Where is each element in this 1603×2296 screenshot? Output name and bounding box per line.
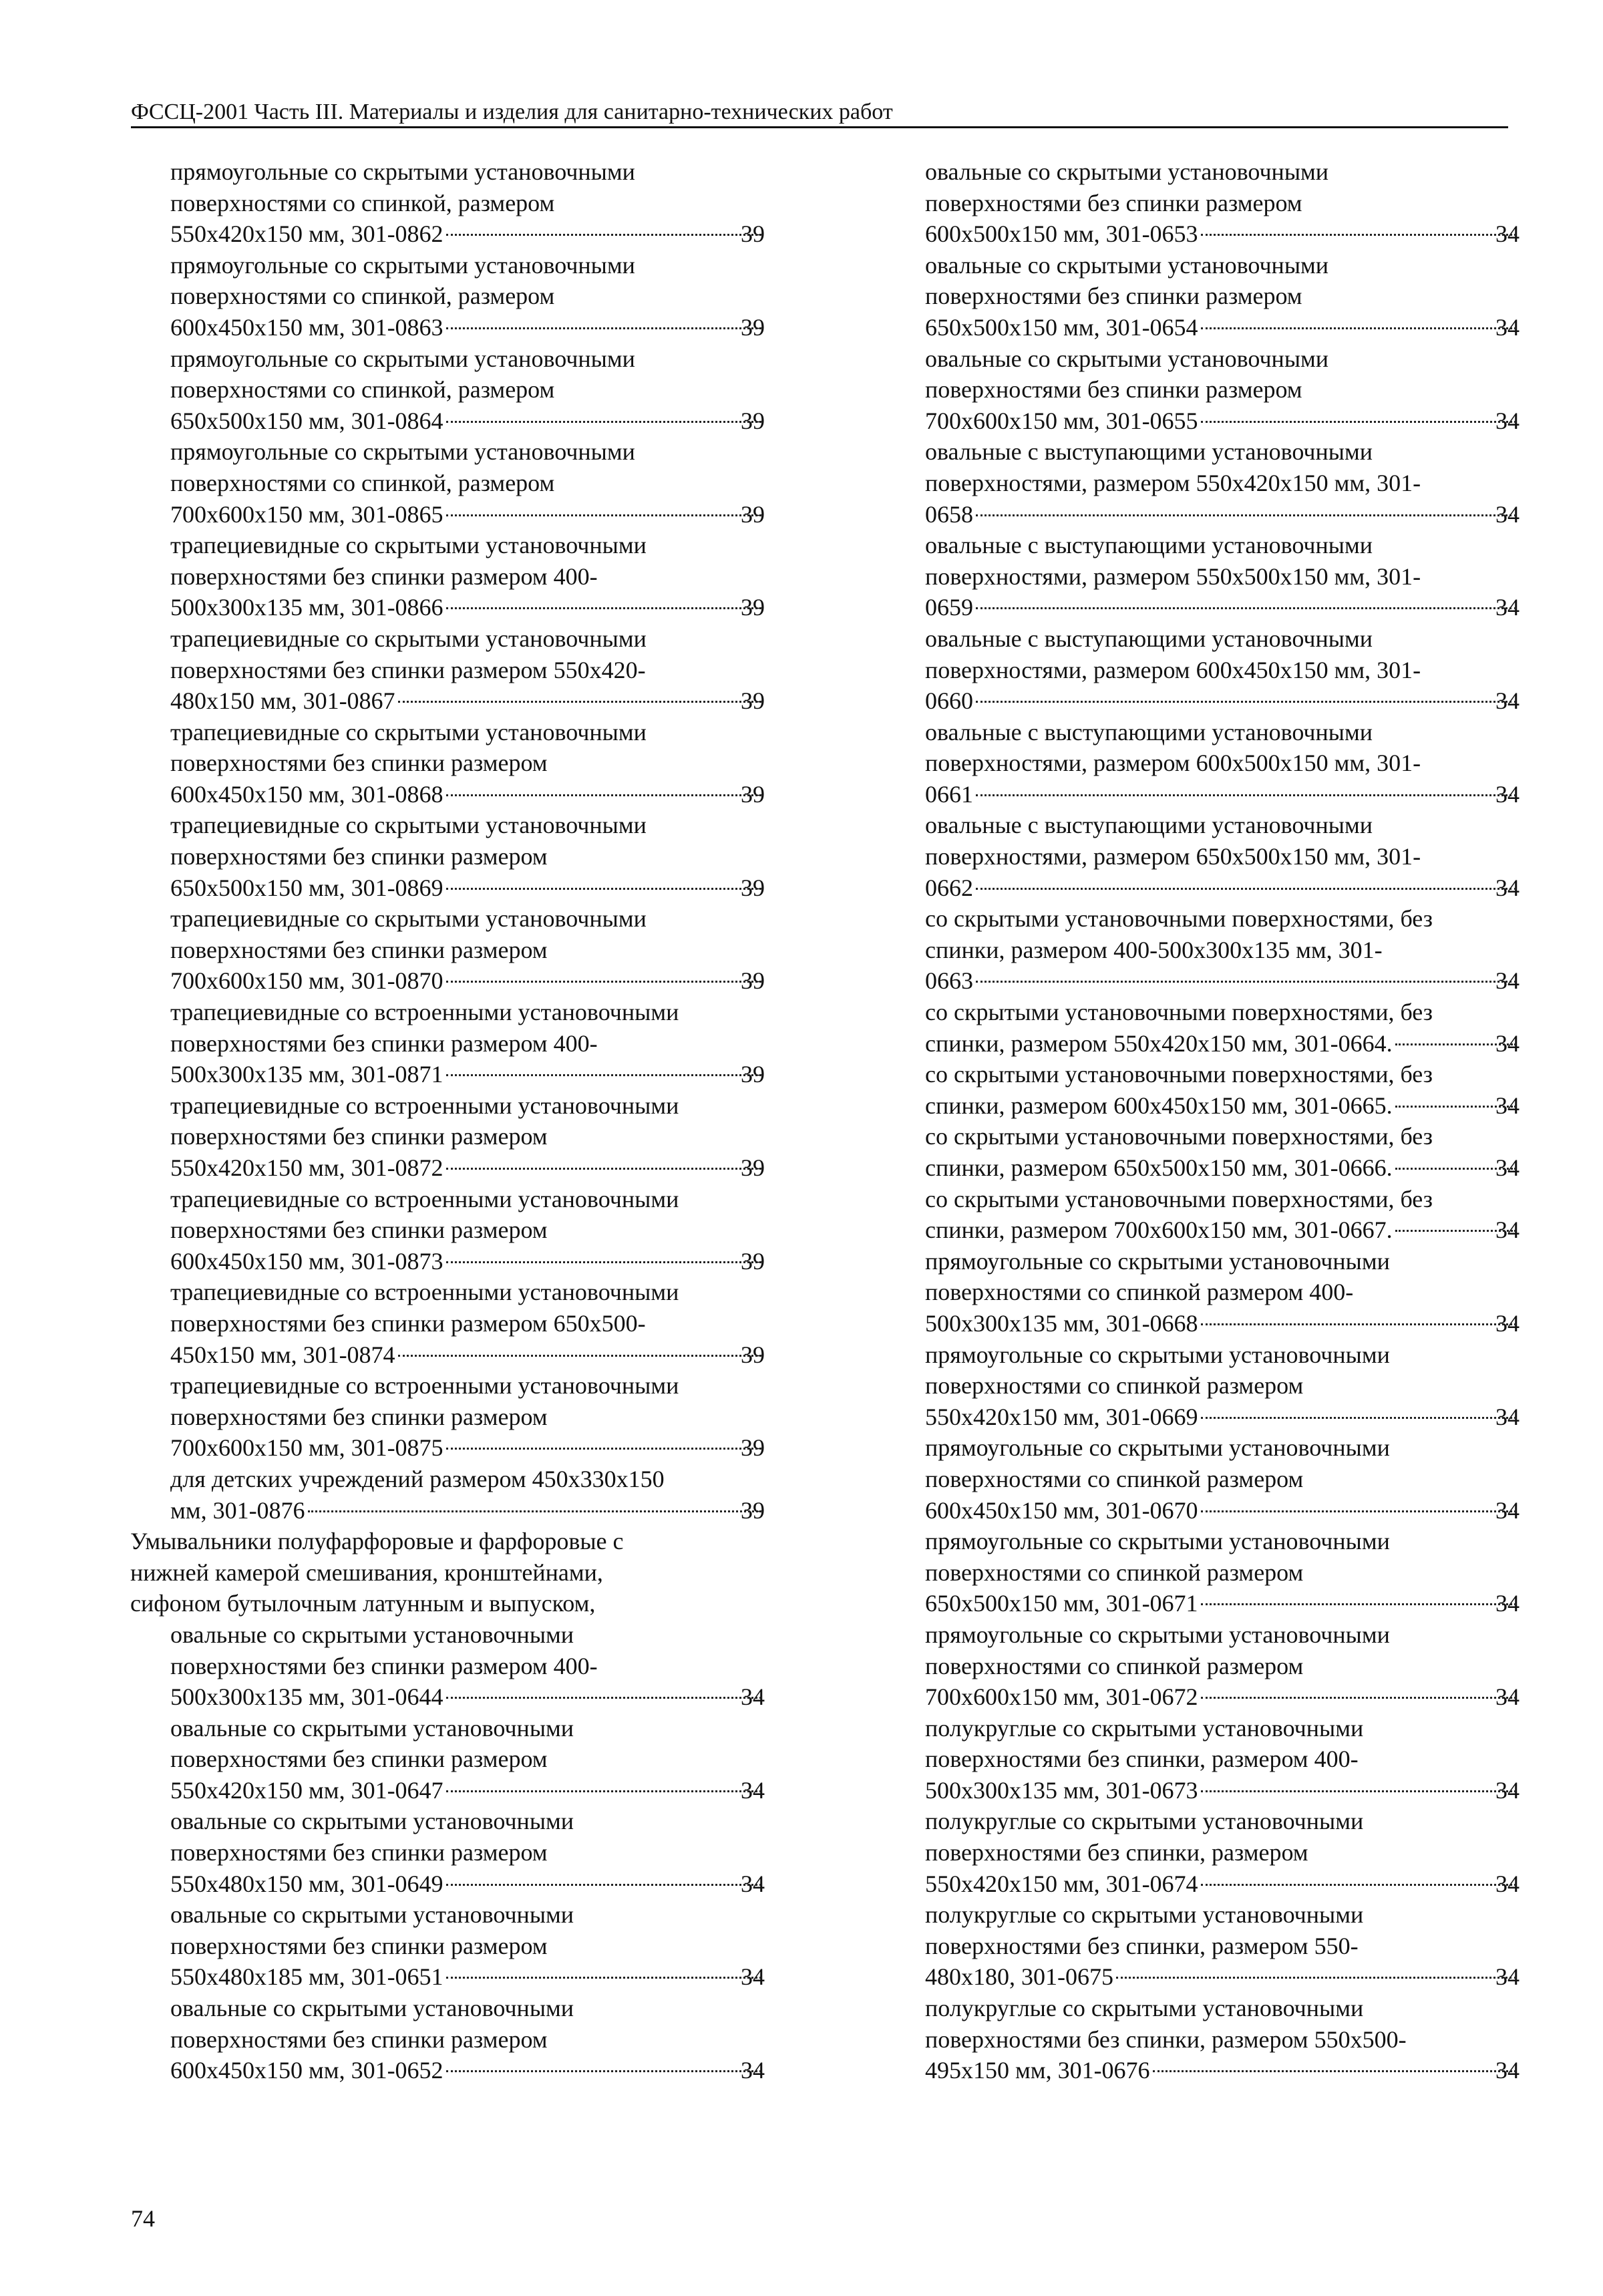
- entry-leader-line: [170, 872, 765, 904]
- entry-leader-line: [170, 1868, 765, 1900]
- dot-leader: [976, 888, 1516, 890]
- entry-text-line: поверхностями со спинкой, размером: [170, 189, 555, 216]
- entry-text-line: поверхностями без спинки размером 400-: [170, 1029, 598, 1057]
- entry-code: 500x300x135 мм, 301-0871: [170, 1061, 443, 1088]
- index-entry: [925, 1246, 1520, 1339]
- entry-text-line: для детских учреждений размером 450x330x150: [170, 1465, 665, 1492]
- dot-leader: [976, 794, 1516, 796]
- index-entry: [170, 1464, 765, 1526]
- entry-text-line: трапециевидные со скрытыми установочными: [170, 905, 647, 933]
- entry-text-line: трапециевидные со скрытыми установочными: [170, 812, 647, 839]
- entry-text-line: со скрытыми установочными поверхностями, без: [925, 999, 1433, 1026]
- dot-leader: [446, 1790, 761, 1792]
- entry-text-line: овальные со скрытыми установочными: [170, 1808, 574, 1835]
- entry-text-line: поверхностями без спинки размером: [170, 936, 548, 963]
- entry-leader-line: [170, 2055, 765, 2086]
- entry-page-ref: 34: [1495, 1309, 1520, 1337]
- index-entry: [170, 1370, 765, 1464]
- index-entry: [170, 1277, 765, 1370]
- entry-leader-line: [925, 1090, 1520, 1122]
- entry-leader-line: [170, 312, 765, 343]
- entry-page-ref: 39: [741, 1061, 765, 1088]
- entry-text-line: трапециевидные со скрытыми установочными: [170, 718, 647, 746]
- entry-leader-line: [170, 1432, 765, 1464]
- index-entry: [925, 1713, 1520, 1806]
- dot-leader: [1395, 1168, 1516, 1170]
- entry-leader-line: [925, 1028, 1520, 1059]
- entry-text-line: поверхностями без спинки размером 650x500-: [170, 1309, 646, 1337]
- entry-text-line: прямоугольные со скрытыми установочными: [170, 345, 635, 372]
- entry-text-line: со скрытыми установочными поверхностями, без: [925, 1123, 1433, 1150]
- entry-text-line: поверхностями без спинки, размером 400-: [925, 1746, 1359, 1773]
- index-entry: [925, 1619, 1520, 1713]
- entry-text-line: поверхностями, размером 600x450x150 мм, 301-: [925, 656, 1421, 683]
- dot-leader: [446, 234, 761, 236]
- entry-text-line: поверхностями без спинки размером: [925, 376, 1302, 403]
- entry-page-ref: 39: [741, 687, 765, 715]
- entry-text-line: поверхностями без спинки размером: [925, 189, 1302, 216]
- entry-text-line: поверхностями без спинки размером: [170, 1746, 548, 1773]
- entry-code: 650x500x150 мм, 301-0869: [170, 874, 443, 901]
- index-entry: [925, 810, 1520, 903]
- entry-code: 0660: [925, 687, 973, 715]
- dot-leader: [446, 1261, 761, 1263]
- entry-text-line: полукруглые со скрытыми установочными: [925, 1901, 1364, 1929]
- entry-text-line: овальные со скрытыми установочными: [170, 1901, 574, 1929]
- index-entry: [925, 1526, 1520, 1619]
- entry-page-ref: 34: [1495, 1403, 1520, 1430]
- entry-code: 600x450x150 мм, 301-0868: [170, 780, 443, 808]
- entry-leader-line: [925, 1588, 1520, 1619]
- entry-code: 700x600x150 мм, 301-0870: [170, 967, 443, 995]
- entry-code: 550x420x150 мм, 301-0872: [170, 1154, 443, 1181]
- dot-leader: [976, 607, 1516, 609]
- entry-text-line: поверхностями без спинки, размером 550-: [925, 1932, 1359, 1959]
- entry-text-line: прямоугольные со скрытыми установочными: [170, 158, 635, 185]
- dot-leader: [1395, 1043, 1516, 1045]
- entry-page-ref: 39: [741, 500, 765, 528]
- index-entry: [925, 903, 1520, 997]
- entry-text-line: овальные со скрытыми установочными: [170, 1995, 574, 2022]
- entry-text-line: прямоугольные со скрытыми установочными: [925, 1434, 1390, 1462]
- index-entry: [170, 436, 765, 530]
- entry-page-ref: 34: [1495, 1154, 1520, 1181]
- entry-text-line: овальные с выступающими установочными: [925, 718, 1373, 746]
- entry-page-ref: 34: [1495, 500, 1520, 528]
- dot-leader: [1201, 327, 1516, 329]
- dot-leader: [446, 421, 761, 423]
- index-entry: [170, 997, 765, 1090]
- entry-code: 700x600x150 мм, 301-0875: [170, 1434, 443, 1462]
- entry-leader-line: [925, 685, 1520, 717]
- index-entry: [170, 250, 765, 343]
- entry-page-ref: 34: [741, 1870, 765, 1897]
- index-entry: [170, 1806, 765, 1899]
- dot-leader: [1201, 1417, 1516, 1419]
- entry-page-ref: 39: [741, 313, 765, 341]
- entry-code: 650x500x150 мм, 301-0654: [925, 313, 1198, 341]
- entry-code: 650x500x150 мм, 301-0864: [170, 407, 443, 434]
- entry-page-ref: 39: [741, 1247, 765, 1275]
- entry-code: 600x450x150 мм, 301-0652: [170, 2057, 443, 2084]
- entry-leader-line: [170, 218, 765, 250]
- entry-leader-line: [925, 1214, 1520, 1246]
- dot-leader: [1201, 421, 1516, 423]
- entry-leader-line: [925, 965, 1520, 997]
- entry-text-line: овальные со скрытыми установочными: [925, 158, 1329, 185]
- entry-code: 550x480x150 мм, 301-0649: [170, 1870, 443, 1897]
- entry-leader-line: [925, 1775, 1520, 1806]
- entry-text-line: поверхностями со спинкой размером: [925, 1372, 1304, 1400]
- entry-code: 650x500x150 мм, 301-0671: [925, 1590, 1198, 1617]
- entry-text-line: со скрытыми установочными поверхностями, без: [925, 1061, 1433, 1088]
- index-entry: [925, 530, 1520, 623]
- entry-page-ref: 34: [1495, 1216, 1520, 1244]
- entry-page-ref: 34: [1495, 967, 1520, 995]
- entry-code: 700x600x150 мм, 301-0655: [925, 407, 1198, 434]
- entry-code: 0662: [925, 874, 973, 901]
- entry-page-ref: 34: [1495, 1029, 1520, 1057]
- entry-code: 0663: [925, 967, 973, 995]
- entry-leader-line: [170, 1961, 765, 1993]
- entry-code: 480x180, 301-0675: [925, 1963, 1113, 1991]
- entry-page-ref: 39: [741, 407, 765, 434]
- entry-page-ref: 39: [741, 220, 765, 248]
- entry-page-ref: 34: [1495, 2057, 1520, 2084]
- entry-leader-line: [925, 1402, 1520, 1433]
- index-entry: [170, 1899, 765, 1993]
- dot-leader: [1201, 1603, 1516, 1605]
- entry-text-line: сифоном бутылочным латунным и выпуском,: [130, 1590, 596, 1617]
- index-entry: [170, 1713, 765, 1806]
- entry-text-line: поверхностями без спинки размером: [170, 750, 548, 777]
- entry-text-line: поверхностями со спинкой размером: [925, 1559, 1304, 1586]
- entry-page-ref: 39: [741, 1154, 765, 1181]
- entry-text-line: трапециевидные со встроенными установочными: [170, 999, 679, 1026]
- entry-code: 550x420x150 мм, 301-0674: [925, 1870, 1198, 1897]
- dot-leader: [446, 1977, 761, 1979]
- entry-code: 550x420x150 мм, 301-0862: [170, 220, 443, 248]
- index-entry: [170, 810, 765, 903]
- entry-leader-line: [925, 592, 1520, 623]
- entry-page-ref: 34: [741, 1776, 765, 1804]
- entry-page-ref: 34: [1495, 1870, 1520, 1897]
- entry-leader-line: [170, 1339, 765, 1371]
- entry-code: спинки, размером 700x600x150 мм, 301-0667.: [925, 1216, 1393, 1244]
- page-number: 74: [131, 2205, 155, 2232]
- entry-leader-line: [925, 1152, 1520, 1184]
- entry-code: 600x500x150 мм, 301-0653: [925, 220, 1198, 248]
- entry-leader-line: [925, 779, 1520, 810]
- index-entry: [925, 156, 1520, 250]
- entry-text-line: поверхностями, размером 600x500x150 мм, 301-: [925, 750, 1421, 777]
- entry-code: 700x600x150 мм, 301-0865: [170, 500, 443, 528]
- dot-leader: [446, 514, 761, 516]
- entry-page-ref: 34: [1495, 1092, 1520, 1119]
- dot-leader: [1201, 1323, 1516, 1325]
- entry-text-line: поверхностями со спинкой размером: [925, 1652, 1304, 1679]
- entry-page-ref: 39: [741, 1496, 765, 1524]
- entry-code: 600x450x150 мм, 301-0670: [925, 1496, 1198, 1524]
- entry-code: 550x420x150 мм, 301-0647: [170, 1776, 443, 1804]
- entry-text-line: поверхностями без спинки размером: [170, 1216, 548, 1244]
- entry-code: спинки, размером 550x420x150 мм, 301-0664.: [925, 1029, 1393, 1057]
- entry-text-line: трапециевидные со встроенными установочными: [170, 1372, 679, 1400]
- entry-text-line: трапециевидные со встроенными установочными: [170, 1185, 679, 1212]
- entry-code: 600x450x150 мм, 301-0873: [170, 1247, 443, 1275]
- entry-text-line: поверхностями без спинки, размером: [925, 1839, 1308, 1866]
- dot-leader: [446, 327, 761, 329]
- index-entry: [925, 1059, 1520, 1121]
- index-entry: [170, 903, 765, 997]
- entry-text-line: овальные с выступающими установочными: [925, 438, 1373, 466]
- entry-text-line: прямоугольные со скрытыми установочными: [925, 1528, 1390, 1555]
- entry-text-line: трапециевидные со скрытыми установочными: [170, 625, 647, 652]
- entry-code: 0658: [925, 500, 973, 528]
- entry-leader-line: [170, 685, 765, 717]
- dot-leader: [976, 981, 1516, 983]
- entry-leader-line: [170, 779, 765, 810]
- index-entry: [925, 1806, 1520, 1899]
- entry-page-ref: 34: [1495, 594, 1520, 621]
- index-entry: [925, 1993, 1520, 2086]
- index-entry: [170, 1993, 765, 2086]
- entry-text-line: поверхностями без спинки, размером 550x500-: [925, 2025, 1407, 2053]
- index-entry: [170, 623, 765, 717]
- index-column-right: [925, 156, 1520, 2086]
- entry-leader-line: [925, 499, 1520, 530]
- dot-leader: [446, 794, 761, 796]
- entry-leader-line: [925, 1868, 1520, 1900]
- entry-page-ref: 34: [1495, 1496, 1520, 1524]
- index-group-heading: [130, 1526, 765, 1619]
- entry-leader-line: [170, 1059, 765, 1090]
- index-entry: [170, 156, 765, 250]
- entry-leader-line: [170, 1681, 765, 1713]
- entry-text-line: полукруглые со скрытыми установочными: [925, 1714, 1364, 1742]
- dot-leader: [1201, 1697, 1516, 1699]
- dot-leader: [1116, 1977, 1516, 1979]
- index-entry: [925, 1339, 1520, 1433]
- entry-text-line: поверхностями без спинки размером: [170, 1403, 548, 1430]
- dot-leader: [446, 1697, 761, 1699]
- entry-page-ref: 34: [1495, 687, 1520, 715]
- dot-leader: [446, 1168, 761, 1170]
- dot-leader: [446, 981, 761, 983]
- entry-page-ref: 39: [741, 1341, 765, 1368]
- entry-code: спинки, размером 600x450x150 мм, 301-0665.: [925, 1092, 1393, 1119]
- entry-text-line: со скрытыми установочными поверхностями, без: [925, 905, 1433, 933]
- entry-code: 500x300x135 мм, 301-0673: [925, 1776, 1198, 1804]
- index-column-left: [130, 156, 765, 2086]
- entry-code: 0661: [925, 780, 973, 808]
- entry-text-line: поверхностями со спинкой размером 400-: [925, 1279, 1354, 1306]
- index-entry: [925, 343, 1520, 437]
- entry-leader-line: [925, 312, 1520, 343]
- entry-page-ref: 34: [741, 1683, 765, 1711]
- index-entry: [170, 530, 765, 623]
- entry-leader-line: [170, 1152, 765, 1184]
- entry-leader-line: [170, 1775, 765, 1806]
- entry-text-line: поверхностями без спинки размером: [170, 2025, 548, 2053]
- entry-text-line: полукруглые со скрытыми установочными: [925, 1995, 1364, 2022]
- dot-leader: [1153, 2070, 1516, 2072]
- entry-leader-line: [170, 592, 765, 623]
- entry-text-line: поверхностями со спинкой, размером: [170, 283, 555, 310]
- entry-text-line: прямоугольные со скрытыми установочными: [925, 1247, 1390, 1275]
- dot-leader: [1201, 234, 1516, 236]
- dot-leader: [446, 1074, 761, 1076]
- entry-code: 550x480x185 мм, 301-0651: [170, 1963, 443, 1991]
- index-entry: [925, 717, 1520, 810]
- index-entry: [925, 436, 1520, 530]
- dot-leader: [398, 701, 761, 703]
- dot-leader: [976, 701, 1516, 703]
- entry-page-ref: 34: [1495, 1963, 1520, 1991]
- index-entry: [925, 1432, 1520, 1526]
- entry-text-line: овальные с выступающими установочными: [925, 625, 1373, 652]
- entry-page-ref: 34: [1495, 1590, 1520, 1617]
- entry-text-line: поверхностями со спинкой, размером: [170, 469, 555, 496]
- index-entry: [925, 997, 1520, 1059]
- entry-page-ref: 39: [741, 874, 765, 901]
- dot-leader: [1201, 1790, 1516, 1792]
- entry-text-line: поверхностями со спинкой, размером: [170, 376, 555, 403]
- index-entry: [170, 717, 765, 810]
- entry-leader-line: [170, 499, 765, 530]
- entry-page-ref: 39: [741, 1434, 765, 1462]
- entry-text-line: овальные со скрытыми установочными: [170, 1714, 574, 1742]
- entry-text-line: Умывальники полуфарфоровые и фарфоровые с: [130, 1528, 624, 1555]
- index-entry: [925, 1184, 1520, 1246]
- entry-text-line: прямоугольные со скрытыми установочными: [925, 1621, 1390, 1648]
- index-entry: [170, 1184, 765, 1277]
- entry-text-line: прямоугольные со скрытыми установочными: [170, 251, 635, 279]
- entry-page-ref: 34: [1495, 220, 1520, 248]
- entry-leader-line: [170, 965, 765, 997]
- entry-text-line: нижней камерой смешивания, кронштейнами,: [130, 1559, 603, 1586]
- entry-text-line: со скрытыми установочными поверхностями, без: [925, 1185, 1433, 1212]
- entry-text-line: поверхностями без спинки размером: [170, 1123, 548, 1150]
- entry-page-ref: 34: [1495, 407, 1520, 434]
- entry-code: 500x300x135 мм, 301-0644: [170, 1683, 443, 1711]
- entry-text-line: поверхностями без спинки размером 400-: [170, 562, 598, 590]
- entry-text-line: трапециевидные со скрытыми установочными: [170, 532, 647, 559]
- entry-text-line: овальные со скрытыми установочными: [925, 251, 1329, 279]
- entry-text-line: поверхностями без спинки размером: [170, 843, 548, 870]
- entry-page-ref: 34: [1495, 874, 1520, 901]
- entry-code: 500x300x135 мм, 301-0668: [925, 1309, 1198, 1337]
- entry-text-line: овальные с выступающими установочными: [925, 532, 1373, 559]
- dot-leader: [446, 607, 761, 609]
- entry-page-ref: 34: [741, 2057, 765, 2084]
- dot-leader: [976, 514, 1516, 516]
- entry-page-ref: 39: [741, 780, 765, 808]
- index-entry: [925, 1121, 1520, 1183]
- entry-code: спинки, размером 650x500x150 мм, 301-0666.: [925, 1154, 1393, 1181]
- entry-text-line: трапециевидные со встроенными установочными: [170, 1092, 679, 1119]
- entry-leader-line: [925, 2055, 1520, 2086]
- dot-leader: [398, 1355, 761, 1357]
- entry-leader-line: [170, 405, 765, 437]
- entry-code: 600x450x150 мм, 301-0863: [170, 313, 443, 341]
- entry-code: 550x420x150 мм, 301-0669: [925, 1403, 1198, 1430]
- index-entry: [170, 1619, 765, 1713]
- entry-code: 495x150 мм, 301-0676: [925, 2057, 1150, 2084]
- entry-code: 480x150 мм, 301-0867: [170, 687, 395, 715]
- entry-code: 500x300x135 мм, 301-0866: [170, 594, 443, 621]
- entry-leader-line: [925, 1681, 1520, 1713]
- dot-leader: [446, 888, 761, 890]
- entry-page-ref: 39: [741, 967, 765, 995]
- entry-text-line: прямоугольные со скрытыми установочными: [925, 1341, 1390, 1368]
- running-header: ФССЦ-2001 Часть III. Материалы и изделия для санитарно-технических работ: [131, 99, 1508, 128]
- entry-text-line: поверхностями, размером 650x500x150 мм, 301-: [925, 843, 1421, 870]
- entry-code: 0659: [925, 594, 973, 621]
- dot-leader: [446, 1884, 761, 1886]
- entry-leader-line: [170, 1246, 765, 1277]
- entry-leader-line: [925, 1961, 1520, 1993]
- entry-text-line: овальные со скрытыми установочными: [925, 345, 1329, 372]
- entry-text-line: поверхностями без спинки размером 550x420-: [170, 656, 646, 683]
- entry-page-ref: 34: [741, 1963, 765, 1991]
- index-entry: [925, 623, 1520, 717]
- entry-page-ref: 34: [1495, 1683, 1520, 1711]
- entry-code: 700x600x150 мм, 301-0672: [925, 1683, 1198, 1711]
- entry-code: 450x150 мм, 301-0874: [170, 1341, 395, 1368]
- index-entry: [170, 343, 765, 437]
- entry-text-line: поверхностями без спинки размером: [170, 1932, 548, 1959]
- entry-leader-line: [925, 872, 1520, 904]
- entry-text-line: поверхностями, размером 550x500x150 мм, 301-: [925, 562, 1421, 590]
- entry-text-line: поверхностями со спинкой размером: [925, 1465, 1304, 1492]
- entry-text-line: полукруглые со скрытыми установочными: [925, 1808, 1364, 1835]
- entry-text-line: овальные с выступающими установочными: [925, 812, 1373, 839]
- entry-page-ref: 39: [741, 594, 765, 621]
- dot-leader: [1201, 1510, 1516, 1512]
- entry-text-line: поверхностями без спинки размером: [925, 283, 1302, 310]
- entry-text-line: прямоугольные со скрытыми установочными: [170, 438, 635, 466]
- entry-text-line: овальные со скрытыми установочными: [170, 1621, 574, 1648]
- entry-leader-line: [925, 218, 1520, 250]
- entry-code: мм, 301-0876: [170, 1496, 305, 1524]
- entry-text-line: поверхностями без спинки размером 400-: [170, 1652, 598, 1679]
- entry-text-line: трапециевидные со встроенными установочными: [170, 1279, 679, 1306]
- entry-leader-line: [170, 1495, 765, 1526]
- dot-leader: [1395, 1106, 1516, 1108]
- entry-page-ref: 34: [1495, 1776, 1520, 1804]
- entry-text-line: поверхностями, размером 550x420x150 мм, 301-: [925, 469, 1421, 496]
- dot-leader: [308, 1510, 761, 1512]
- dot-leader: [1395, 1230, 1516, 1232]
- dot-leader: [446, 1448, 761, 1450]
- dot-leader: [446, 2070, 761, 2072]
- entry-page-ref: 34: [1495, 313, 1520, 341]
- entry-leader-line: [925, 1308, 1520, 1339]
- index-entry: [925, 1899, 1520, 1993]
- entry-leader-line: [925, 1495, 1520, 1526]
- index-entry: [170, 1090, 765, 1184]
- entry-text-line: спинки, размером 400-500x300x135 мм, 301-: [925, 936, 1383, 963]
- entry-page-ref: 34: [1495, 780, 1520, 808]
- index-entry: [925, 250, 1520, 343]
- dot-leader: [1201, 1884, 1516, 1886]
- entry-leader-line: [925, 405, 1520, 437]
- entry-text-line: поверхностями без спинки размером: [170, 1839, 548, 1866]
